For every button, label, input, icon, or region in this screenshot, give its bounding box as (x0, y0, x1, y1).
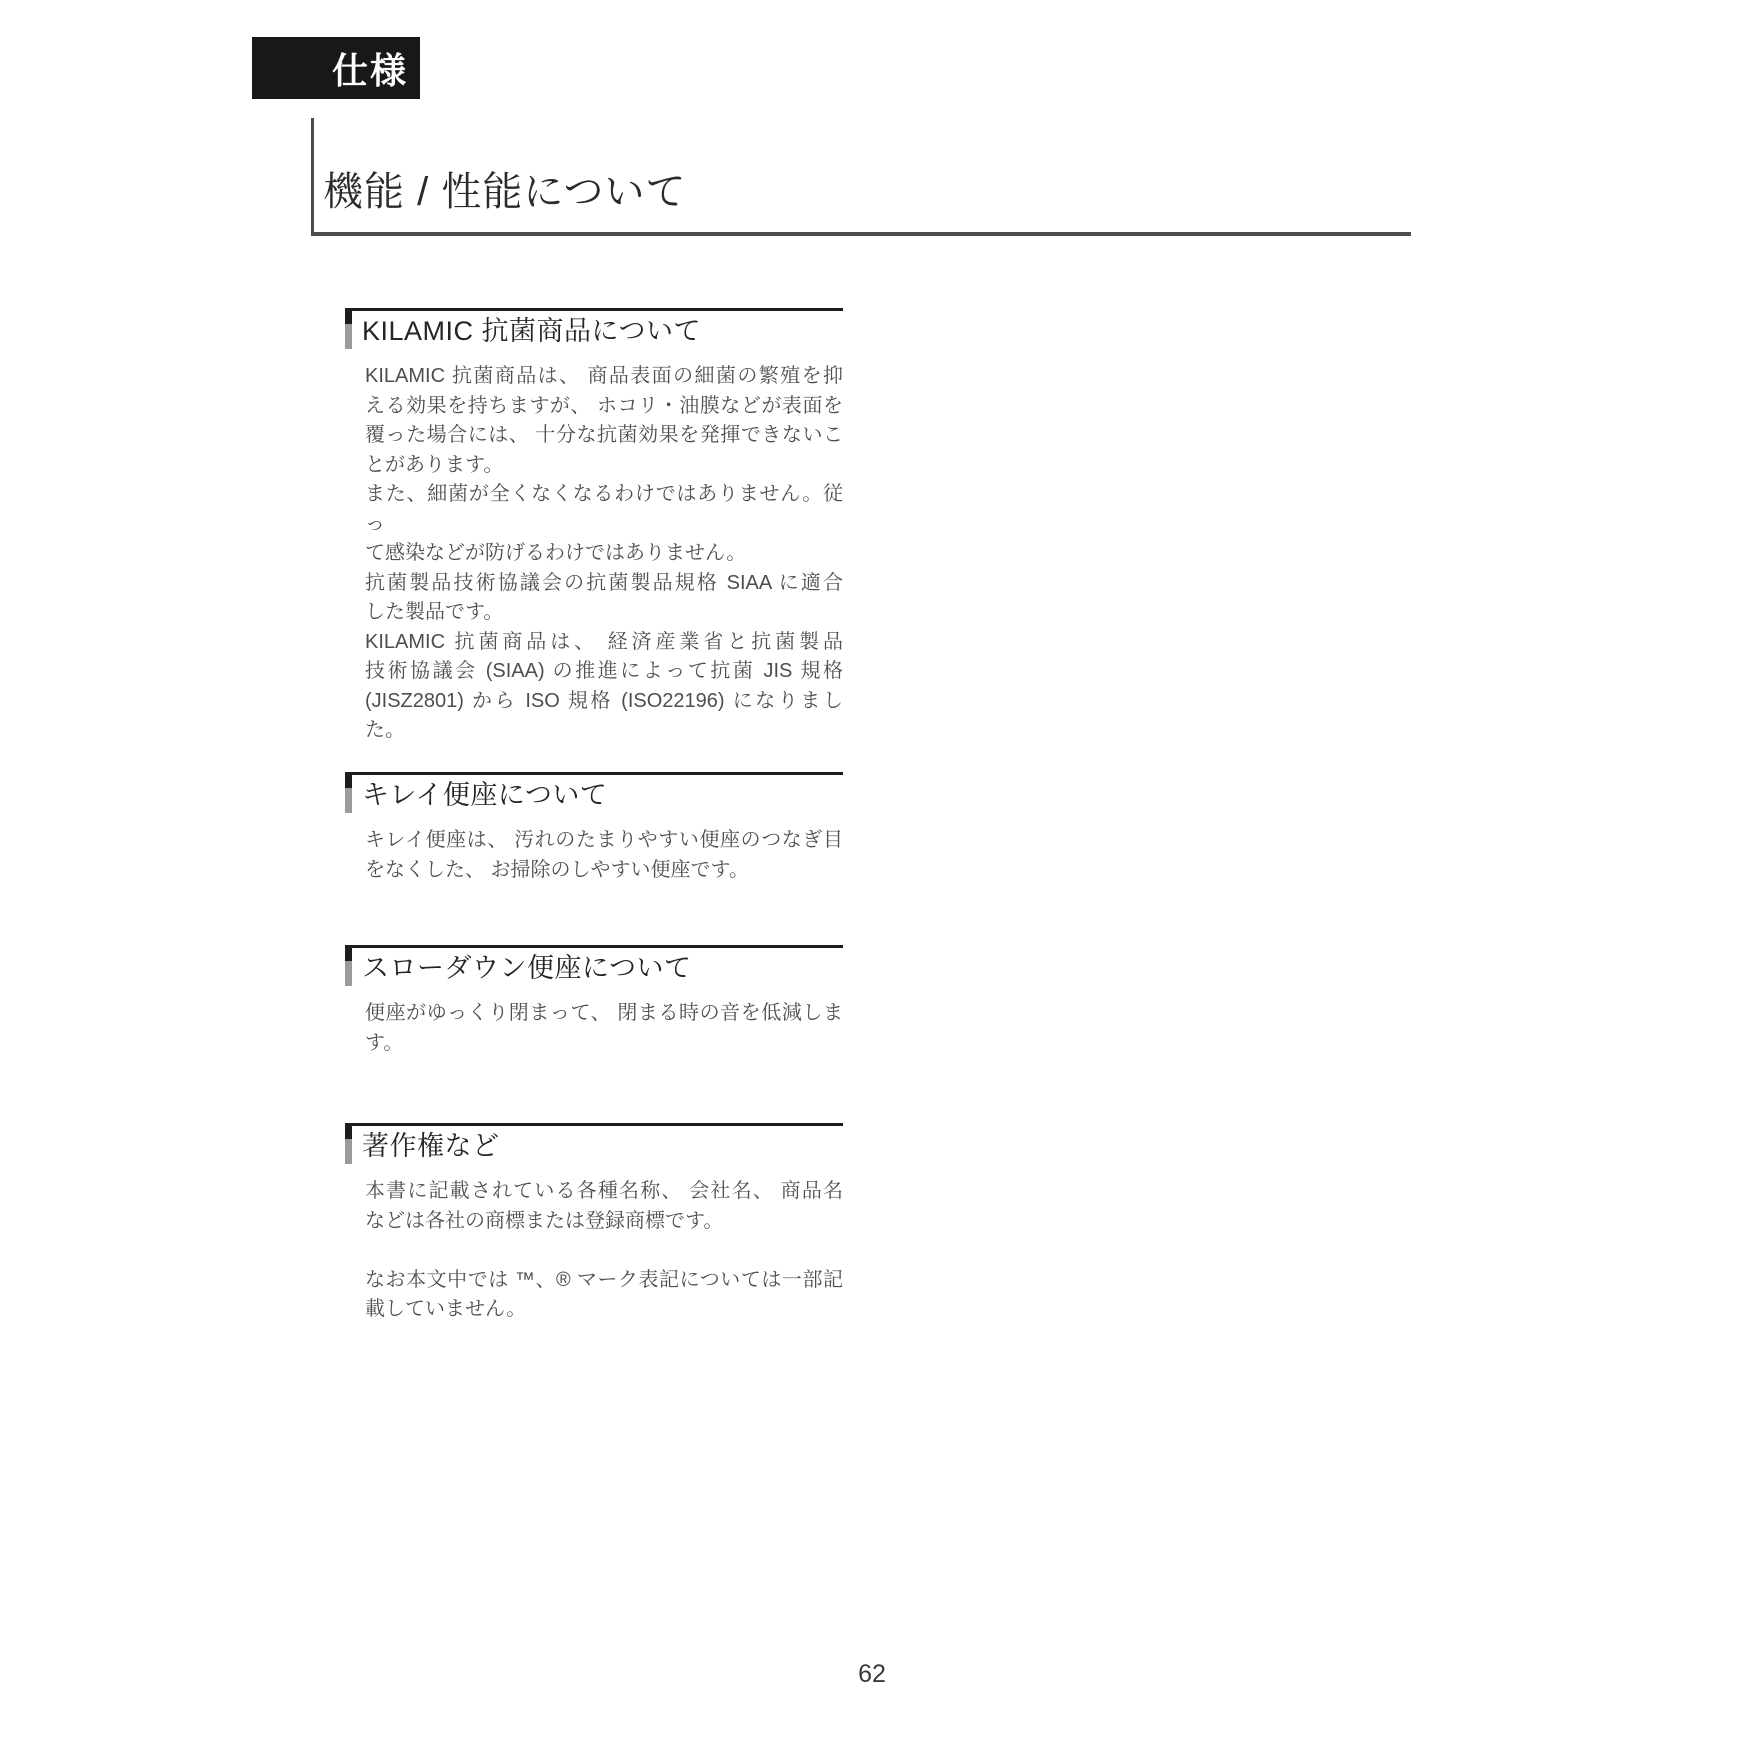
body-line: 抗菌製品技術協議会の抗菌製品規格 SIAA に適合 (365, 571, 843, 594)
body-line: 便座がゆっくり閉まって、 閉まる時の音を低減しま (365, 1002, 843, 1024)
heading-vertical-rule (311, 118, 314, 236)
section-2 (345, 772, 843, 885)
body-line: とがあります。 (365, 453, 504, 476)
section-3 (345, 945, 843, 1058)
body-line: 覆った場合には、 十分な抗菌効果を発揮できないこ (365, 424, 843, 446)
body-line: をなくした、 お掃除のしやすい便座です。 (365, 858, 749, 881)
body-line: た。 (365, 719, 405, 741)
chapter-tab-badge (252, 37, 420, 99)
body-line: などは各社の商標または登録商標です。 (365, 1209, 724, 1232)
page-title: 機能 / 性能について (323, 170, 687, 214)
section-header (345, 311, 843, 349)
body-line: また、細菌が全くなくなるわけではありません。従っ (365, 483, 843, 535)
section-1 (345, 308, 843, 746)
body-line: キレイ便座は、 汚れのたまりやすい便座のつなぎ目 (365, 829, 843, 851)
body-line: KILAMIC 抗菌商品は、 商品表面の細菌の繁殖を抑 (365, 365, 843, 387)
section-body (365, 1177, 843, 1325)
section-body (365, 826, 843, 885)
section-4 (345, 1123, 843, 1325)
section-header (345, 775, 843, 813)
section-title: キレイ便座について (362, 780, 608, 810)
heading-horizontal-rule (311, 232, 1411, 236)
body-line: (JISZ2801) から ISO 規格 (ISO22196) になりまし (365, 689, 843, 712)
page-number: 62 (858, 1660, 886, 1688)
section-title: スローダウン便座について (362, 953, 692, 983)
section-header-bar (345, 1126, 352, 1164)
section-body (365, 999, 843, 1058)
section-body (365, 362, 843, 746)
body-line: える効果を持ちますが、 ホコリ・油膜などが表面を (365, 394, 843, 417)
section-title: 著作権など (362, 1131, 500, 1161)
section-title: KILAMIC 抗菌商品について (362, 316, 701, 346)
body-line: す。 (365, 1031, 404, 1054)
section-header-bar (345, 775, 352, 813)
body-line: 技術協議会 (SIAA) の推進によって抗菌 JIS 規格 (365, 660, 843, 682)
blank-line (365, 1236, 843, 1266)
body-line: 本書に記載されている各種名称、 会社名、 商品名 (365, 1180, 843, 1202)
body-line: なお本文中では ™、® マーク表記については一部記 (365, 1268, 843, 1291)
section-header-bar (345, 948, 352, 986)
body-line: 載していません。 (365, 1298, 527, 1320)
section-header-bar (345, 311, 352, 349)
section-header (345, 948, 843, 986)
body-line: した製品です。 (365, 601, 504, 623)
body-line: て感染などが防げるわけではありません。 (365, 542, 747, 564)
chapter-tab-label: 仕様 (331, 49, 408, 91)
body-line: KILAMIC 抗菌商品は、 経済産業省と抗菌製品 (365, 630, 843, 653)
section-header (345, 1126, 843, 1164)
